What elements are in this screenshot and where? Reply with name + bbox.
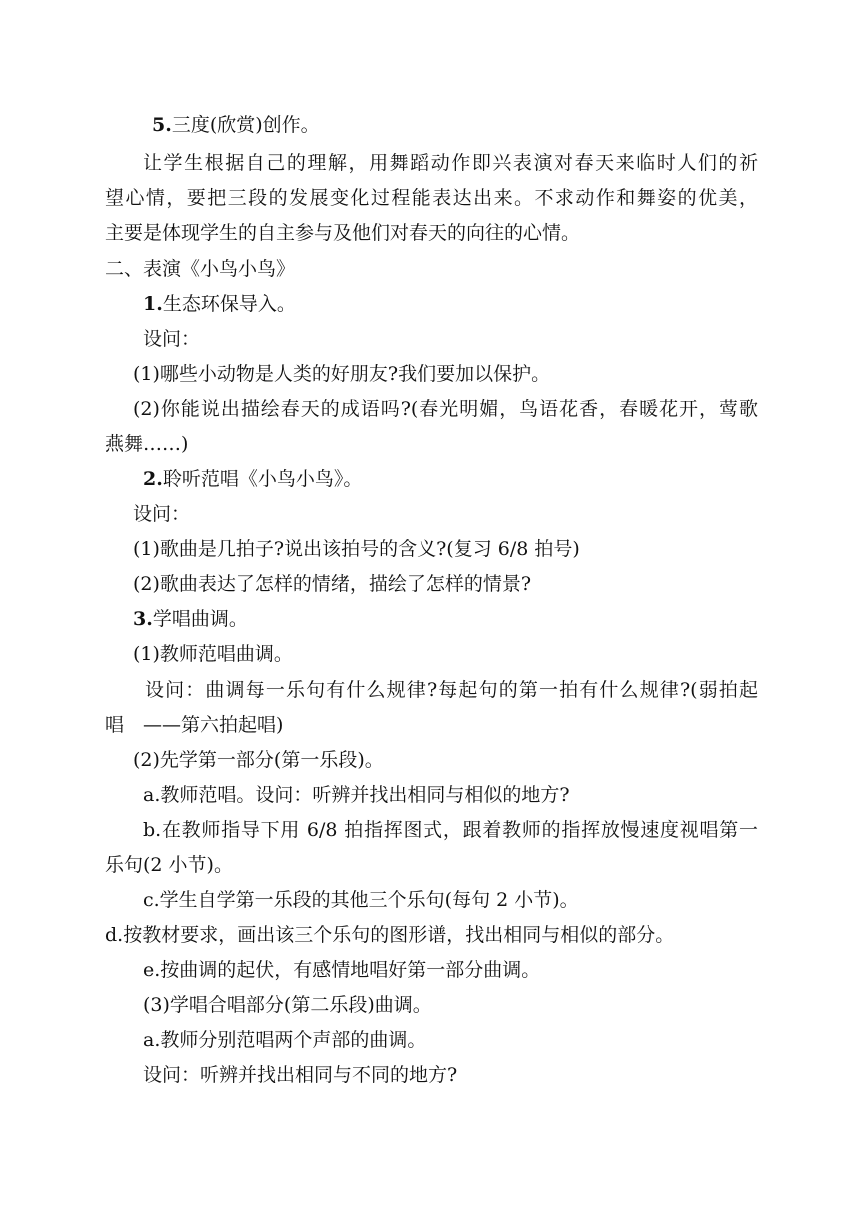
question-item: (1)歌曲是几拍子?说出该拍号的含义?(复习 6/8 拍号) [133, 538, 580, 560]
step-3-heading: 3.学唱曲调。 [133, 608, 248, 630]
sub-item: d.按教材要求，画出该三个乐句的图形谱，找出相同与相似的部分。 [105, 924, 675, 946]
question-item: (1)哪些小动物是人类的好朋友?我们要加以保护。 [133, 363, 551, 385]
step-5-heading: 5.三度(欣赏)创作。 [152, 114, 320, 136]
sub-item: 乐句(2 小节)。 [105, 854, 233, 876]
step-1-heading: 1.生态环保导入。 [143, 293, 296, 315]
question-label: 设问： [133, 503, 191, 525]
section-heading: 二、表演《小鸟小鸟》 [105, 258, 296, 280]
question-item: 设问：曲调每一乐句有什么规律?每起句的第一拍有什么规律?(弱拍起 [145, 679, 758, 701]
sub-step: (1)教师范唱曲调。 [133, 643, 293, 665]
sub-item: c.学生自学第一乐段的其他三个乐句(每句 2 小节)。 [143, 889, 579, 911]
question-label: 设问： [143, 328, 201, 350]
sub-item: b.在教师指导下用 6/8 拍指挥图式，跟着教师的指挥放慢速度视唱第一 [143, 819, 758, 841]
sub-item: a.教师范唱。设问：听辨并找出相同与相似的地方? [143, 784, 570, 806]
question-item: (2)你能说出描绘春天的成语吗?(春光明媚，鸟语花香，春暖花开，莺歌 [133, 398, 758, 420]
step-2-heading: 2.聆听范唱《小鸟小鸟》。 [143, 468, 363, 490]
question-item: 燕舞……) [105, 433, 189, 455]
sub-item: a.教师分别范唱两个声部的曲调。 [143, 1029, 427, 1051]
sub-step: (2)先学第一部分(第一乐段)。 [133, 749, 384, 771]
question-item: 唱 ——第六拍起唱) [105, 714, 284, 736]
sub-step: (3)学唱合唱部分(第二乐段)曲调。 [143, 994, 432, 1016]
question-item: 设问：听辨并找出相同与不同的地方? [143, 1064, 458, 1086]
paragraph-line: 让学生根据自己的理解，用舞蹈动作即兴表演对春天来临时人们的祈 [143, 152, 758, 174]
question-item: (2)歌曲表达了怎样的情绪，描绘了怎样的情景? [133, 573, 532, 595]
paragraph-line: 主要是体现学生的自主参与及他们对春天的向往的心情。 [105, 222, 581, 244]
paragraph-line: 望心情，要把三段的发展变化过程能表达出来。不求动作和舞姿的优美， [105, 187, 758, 209]
sub-item: e.按曲调的起伏，有感情地唱好第一部分曲调。 [143, 959, 541, 981]
